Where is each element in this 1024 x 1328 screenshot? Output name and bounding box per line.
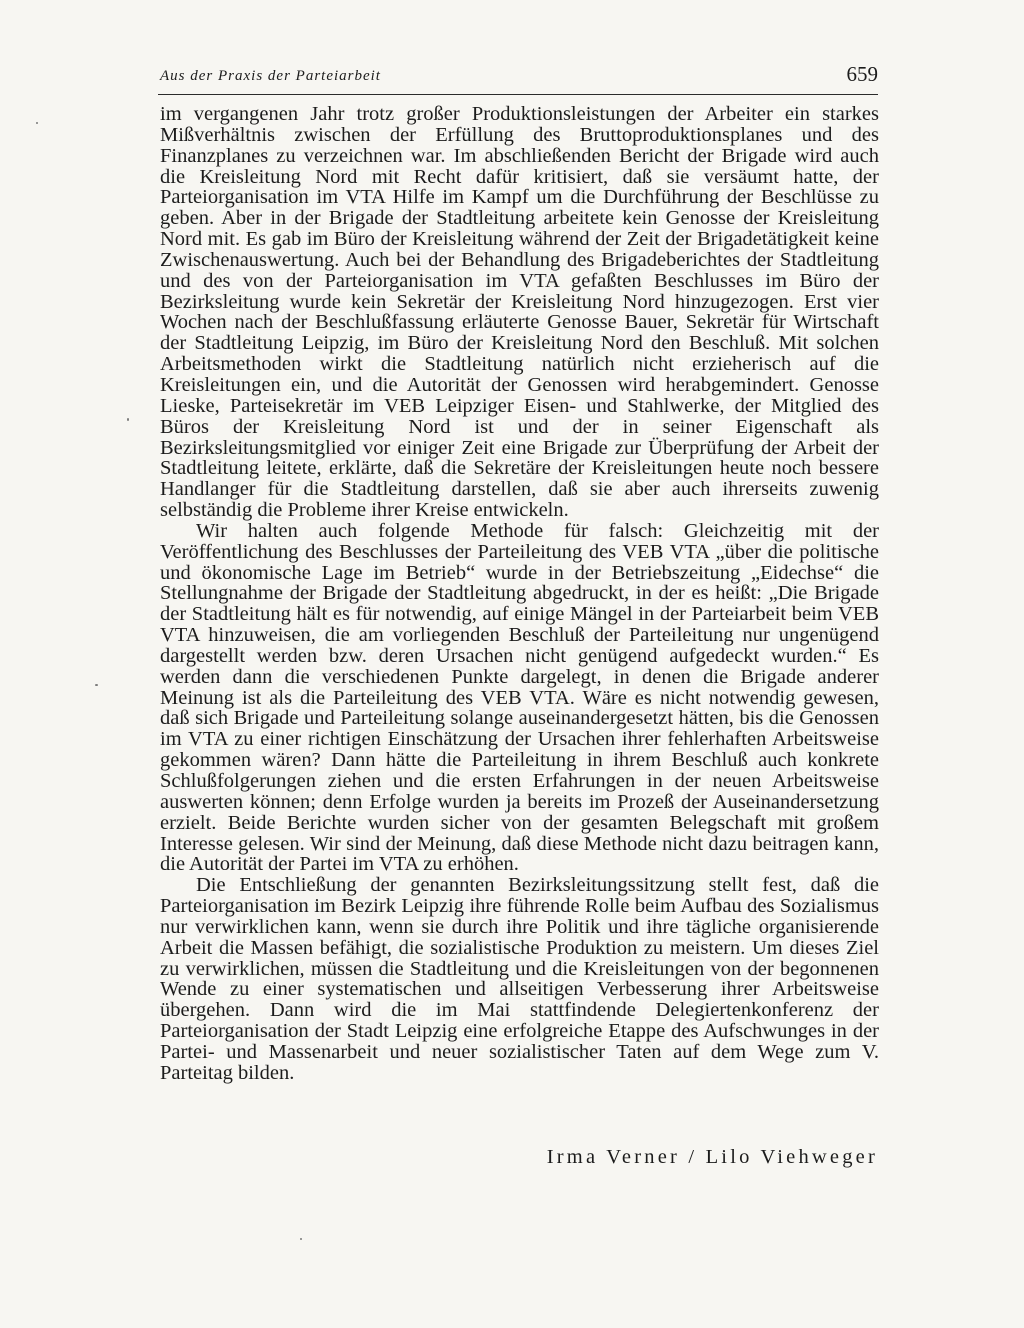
scan-speck: [95, 684, 98, 686]
paragraph-3: Die Entschließung der genannten Bezirksleitungssitzung stellt fest, daß die Parteiorganisation im Bezirk Leipzig ihre führende Rolle beim Aufbau des Sozialismus nur verwirklichen kann, wenn sie durch ihre Politik und ihre tägliche organisierende Arbeit die Massen befähigt, die sozialistische Produktion zu meistern. Um dieses Ziel zu verwirklichen, müssen die Stadtleitung und die Kreisleitungen von der begonnenen Wende zu einer systematischen und allseitigen Verbesserung ihrer Arbeitsweise übergehen. Dann wird die im Mai stattfindende Delegiertenkonferenz der Parteiorganisation der Stadt Leipzig eine erfolgreiche Etappe des Aufschwunges in der Partei- und Massenarbeit und neuer sozialistischer Taten auf dem Wege zum V. Parteitag bilden.: [160, 874, 879, 1084]
scan-speck: [300, 1238, 302, 1240]
paragraph-2: Wir halten auch folgende Methode für falsch: Gleichzeitig mit der Veröffentlichung des Beschlusses der Parteileitung des VEB VTA „über die politische und ökonomische Lage im Betrieb“ wurde in der Betriebszeitung „Eidechse“ die Stellungnahme der Brigade der Stadtleitung abgedruckt, in der es heißt: „Die Brigade der Stadtleitung hält es für notwendig, auf einige Mängel in der Parteiarbeit beim VEB VTA hinzuweisen, die am vorliegenden Beschluß der Parteileitung nur ungenügend dargestellt werden bzw. deren Ursachen nicht genügend aufgedeckt wurden.“ Es werden dann die verschiedenen Punkte dargelegt, in denen die Brigade anderer Meinung ist als die Parteileitung des VEB VTA. Wäre es nicht notwendig gewesen, daß sich Brigade und Parteileitung solange auseinandergesetzt hätten, bis die Genossen im VTA zu einer richtigen Einschätzung der Ursachen ihrer fehlerhaften Arbeitsweise gekommen wären? Dann hätte die Parteileitung in ihrem Beschluß auch konkrete Schlußfolgerungen ziehen und die ersten Erfahrungen in der neuen Arbeitsweise auswerten können; denn Erfolge wurden ja bereits im Prozeß der Auseinandersetzung erzielt. Beide Berichte wurden sicher von der gesamten Belegschaft mit großem Interesse gelesen. Wir sind der Meinung, daß diese Methode nicht dazu beitragen kann, die Autorität der Partei im VTA zu erhöhen.: [160, 519, 879, 876]
author-signature: Irma Verner / Lilo Viehweger: [546, 1146, 878, 1168]
running-head: Aus der Praxis der Parteiarbeit: [160, 68, 381, 84]
page-number: 659: [846, 62, 878, 86]
page-header: [158, 60, 878, 95]
scan-speck: [127, 418, 129, 421]
scan-speck: [36, 122, 38, 124]
article-body: [160, 104, 879, 1084]
paragraph-1: im vergangenen Jahr trotz großer Produktionsleistungen der Arbeiter ein starkes Mißverhältnis zwischen der Erfüllung des Bruttoproduktionsplanes und des Finanzplanes zu verzeichnen war. Im abschließenden Bericht der Brigade wird auch die Kreisleitung Nord mit Recht dafür kritisiert, daß sie versäumt hatte, der Parteiorganisation im VTA Hilfe im Kampf um die Durchführung der Beschlüsse zu geben. Aber in der Brigade der Stadtleitung arbeitete kein Genosse der Kreisleitung Nord mit. Es gab im Büro der Kreisleitung während der Zeit der Brigadetätigkeit keine Zwischenauswertung. Auch bei der Behandlung des Brigadeberichtes der Stadtleitung und des von der Parteiorganisation im VTA gefaßten Beschlusses im Büro der Bezirksleitung wurde kein Sekretär der Kreisleitung Nord hinzugezogen. Erst vier Wochen nach der Beschlußfassung erläuterte Genosse Bauer, Sekretär für Wirtschaft der Stadtleitung Leipzig, im Büro der Kreisleitung Nord den Beschluß. Mit solchen Arbeitsmethoden wirkt die Stadtleitung natürlich nicht erzieherisch auf die Kreisleitungen ein, und die Autorität der Genossen wird herabgemindert. Genosse Lieske, Parteisekretär im VEB Leipziger Eisen- und Stahlwerke, der Mitglied des Büros der Kreisleitung Nord ist und der in seiner Eigenschaft als Bezirksleitungsmitglied vor einiger Zeit eine Brigade zur Überprüfung der Arbeit der Stadtleitung leitete, erklärte, daß die Sekretäre der Kreisleitungen heute noch bessere Handlanger für die Stadtleitung darstellen, daß sie aber auch ihrerseits zuwenig selbständig die Probleme ihrer Kreise entwickeln.: [160, 103, 879, 522]
